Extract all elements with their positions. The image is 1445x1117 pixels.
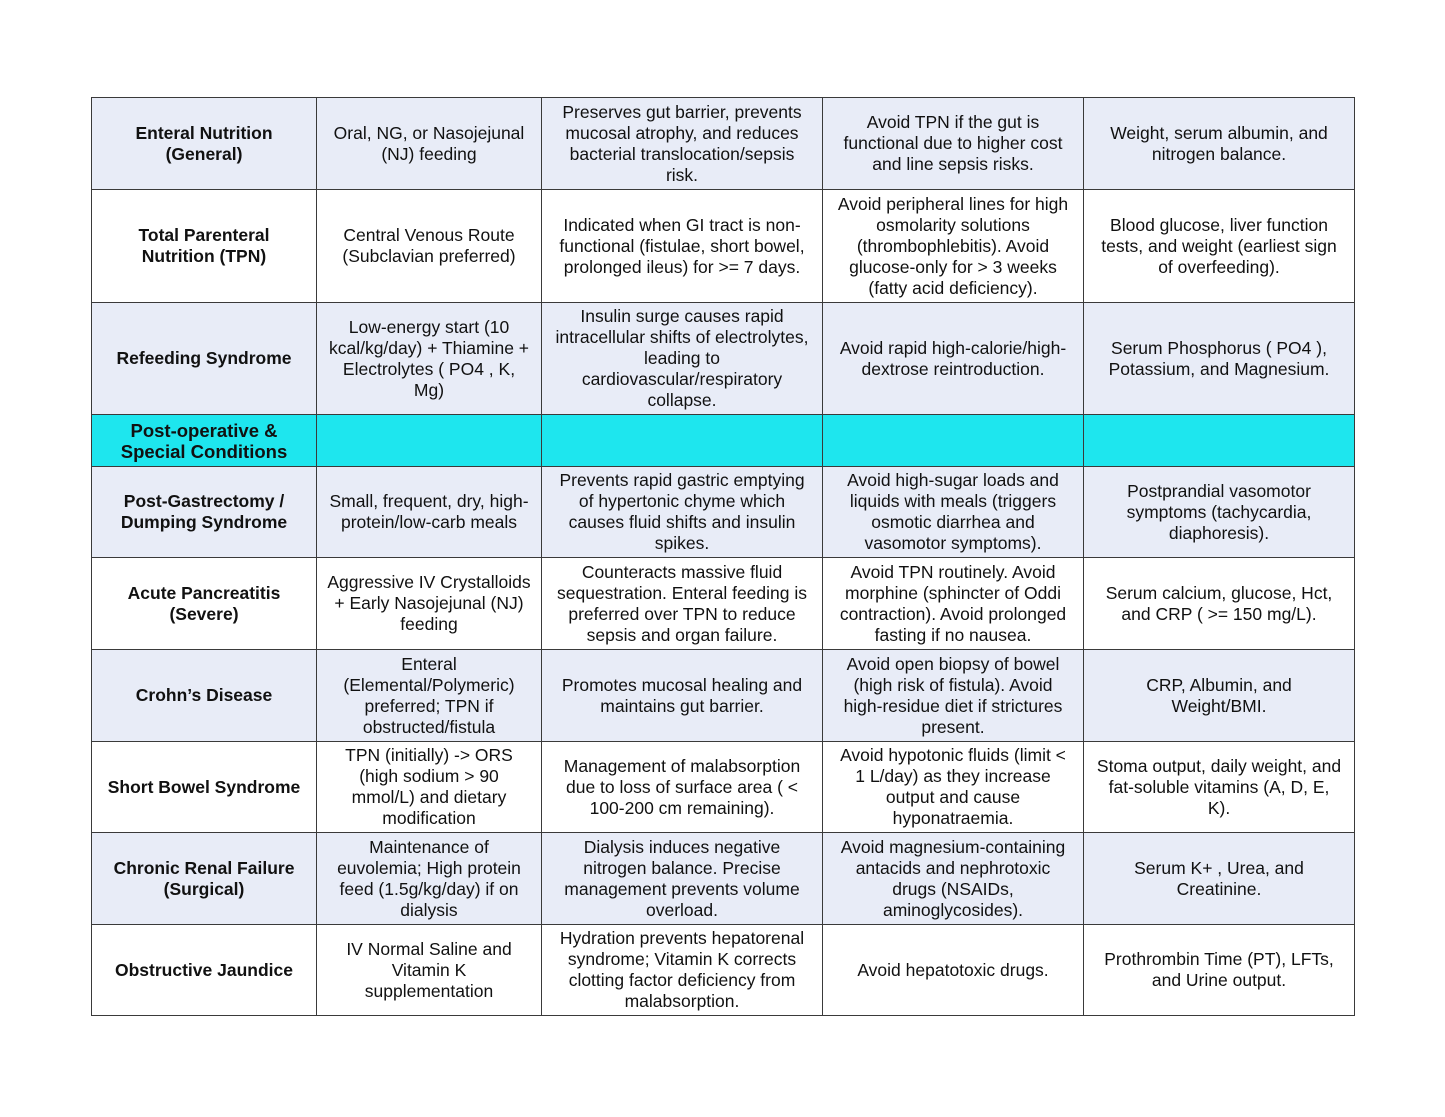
row-label-cell: Crohn’s Disease: [92, 650, 317, 742]
table-cell: Avoid open biopsy of bowel (high risk of fistula). Avoid high-residue diet if strictures present.: [823, 650, 1084, 742]
table-cell: Maintenance of euvolemia; High protein feed (1.5g/kg/day) if on dialysis: [317, 833, 542, 925]
table-cell: Avoid rapid high-calorie/high- dextrose reintroduction.: [823, 303, 1084, 415]
table-cell: Dialysis induces negative nitrogen balance. Precise management prevents volume overload.: [542, 833, 823, 925]
table-cell: Weight, serum albumin, and nitrogen balance.: [1084, 98, 1355, 190]
table-row: [92, 467, 1355, 558]
table-cell: Avoid hypotonic fluids (limit < 1 L/day) as they increase output and cause hyponatraemia.: [823, 742, 1084, 833]
table-cell: Oral, NG, or Nasojejunal (NJ) feeding: [317, 98, 542, 190]
table-cell: Promotes mucosal healing and maintains gut barrier.: [542, 650, 823, 742]
table-cell: Blood glucose, liver function tests, and weight (earliest sign of overfeeding).: [1084, 190, 1355, 303]
row-label-cell: Short Bowel Syndrome: [92, 742, 317, 833]
table-cell: Small, frequent, dry, high- protein/low-carb meals: [317, 467, 542, 558]
table-cell: Hydration prevents hepatorenal syndrome; Vitamin K corrects clotting factor deficiency from malabsorption.: [542, 925, 823, 1016]
row-label-cell: Refeeding Syndrome: [92, 303, 317, 415]
table-cell: Prevents rapid gastric emptying of hypertonic chyme which causes fluid shifts and insulin spikes.: [542, 467, 823, 558]
table-cell: Indicated when GI tract is non- functional (fistulae, short bowel, prolonged ileus) for >= 7 days.: [542, 190, 823, 303]
table-cell: Avoid high-sugar loads and liquids with meals (triggers osmotic diarrhea and vasomotor symptoms).: [823, 467, 1084, 558]
table-cell: Avoid hepatotoxic drugs.: [823, 925, 1084, 1016]
table-row: [92, 98, 1355, 190]
row-label-cell: Post-Gastrectomy / Dumping Syndrome: [92, 467, 317, 558]
table-cell: Central Venous Route (Subclavian preferred): [317, 190, 542, 303]
table-row: [92, 742, 1355, 833]
table-cell: Prothrombin Time (PT), LFTs, and Urine output.: [1084, 925, 1355, 1016]
table-body: [92, 98, 1355, 1016]
table-cell: TPN (initially) -> ORS (high sodium > 90 mmol/L) and dietary modification: [317, 742, 542, 833]
table-cell: IV Normal Saline and Vitamin K supplementation: [317, 925, 542, 1016]
row-label-cell: Obstructive Jaundice: [92, 925, 317, 1016]
row-label-cell: Chronic Renal Failure (Surgical): [92, 833, 317, 925]
table-cell: Preserves gut barrier, prevents mucosal atrophy, and reduces bacterial translocation/sepsis risk.: [542, 98, 823, 190]
table-cell: Postprandial vasomotor symptoms (tachycardia, diaphoresis).: [1084, 467, 1355, 558]
table-cell: [823, 415, 1084, 467]
table-cell: Stoma output, daily weight, and fat-soluble vitamins (A, D, E, K).: [1084, 742, 1355, 833]
table-cell: [317, 415, 542, 467]
nutrition-table: [91, 97, 1355, 1016]
table-cell: Avoid TPN routinely. Avoid morphine (sphincter of Oddi contraction). Avoid prolonged fasting if no nausea.: [823, 558, 1084, 650]
row-label-cell: Total Parenteral Nutrition (TPN): [92, 190, 317, 303]
row-label-cell: Enteral Nutrition (General): [92, 98, 317, 190]
table-cell: Aggressive IV Crystalloids + Early Nasojejunal (NJ) feeding: [317, 558, 542, 650]
table-row: [92, 558, 1355, 650]
table-cell: [1084, 415, 1355, 467]
table-row: [92, 925, 1355, 1016]
table-cell: Enteral (Elemental/Polymeric) preferred; TPN if obstructed/fistula: [317, 650, 542, 742]
table-cell: Avoid TPN if the gut is functional due to higher cost and line sepsis risks.: [823, 98, 1084, 190]
table-cell: Avoid magnesium-containing antacids and nephrotoxic drugs (NSAIDs, aminoglycosides).: [823, 833, 1084, 925]
table-cell: Management of malabsorption due to loss of surface area ( < 100-200 cm remaining).: [542, 742, 823, 833]
table-cell: Insulin surge causes rapid intracellular shifts of electrolytes, leading to cardiovascular/respiratory collapse.: [542, 303, 823, 415]
table-cell: [542, 415, 823, 467]
table-row: [92, 650, 1355, 742]
table-cell: Avoid peripheral lines for high osmolarity solutions (thrombophlebitis). Avoid glucose-only for > 3 weeks (fatty acid deficiency).: [823, 190, 1084, 303]
table-cell: Low-energy start (10 kcal/kg/day) + Thiamine + Electrolytes ( PO4 , K, Mg): [317, 303, 542, 415]
table-cell: Serum calcium, glucose, Hct, and CRP ( >= 150 mg/L).: [1084, 558, 1355, 650]
table-row: [92, 303, 1355, 415]
table-row: [92, 190, 1355, 303]
row-label-cell: Post-operative & Special Conditions: [92, 415, 317, 467]
row-label-cell: Acute Pancreatitis (Severe): [92, 558, 317, 650]
table-cell: Serum Phosphorus ( PO4 ), Potassium, and Magnesium.: [1084, 303, 1355, 415]
table-cell: CRP, Albumin, and Weight/BMI.: [1084, 650, 1355, 742]
section-row: [92, 415, 1355, 467]
table-row: [92, 833, 1355, 925]
table-cell: Counteracts massive fluid sequestration. Enteral feeding is preferred over TPN to reduce sepsis and organ failure.: [542, 558, 823, 650]
table-cell: Serum K+ , Urea, and Creatinine.: [1084, 833, 1355, 925]
